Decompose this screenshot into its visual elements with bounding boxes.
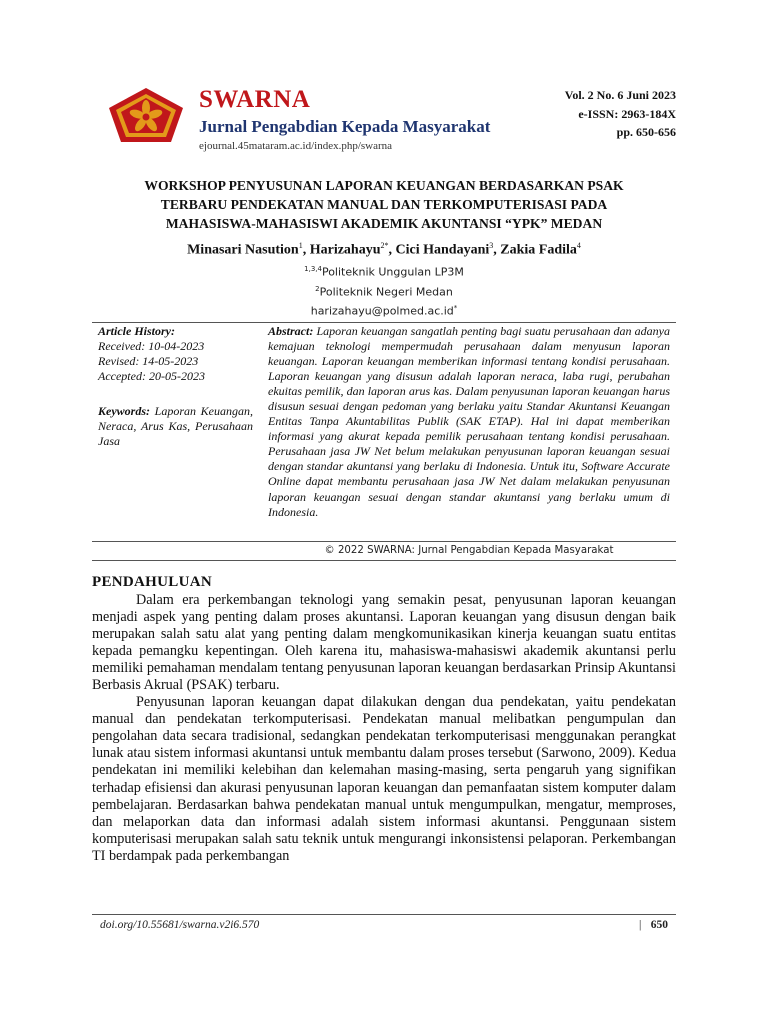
section-heading: PENDAHULUAN — [92, 574, 212, 590]
affiliation — [92, 261, 676, 281]
contact-email[interactable]: harizahayu@polmed.ac.id — [310, 304, 454, 318]
info-box-top-rule — [92, 322, 676, 323]
info-box-mid-rule — [92, 541, 676, 542]
journal-subtitle: Jurnal Pengabdian Kepada Masyarakat — [199, 117, 491, 136]
affiliation-text: Politeknik Negeri Medan — [319, 285, 453, 299]
journal-brand — [199, 86, 490, 153]
article-title — [92, 176, 676, 233]
footer-separator: | — [639, 919, 642, 931]
paragraph: Penyusunan laporan keuangan dapat dilakukan dengan dua pendekatan, yaitu pendekatan manual dan pendekatan terkomputerisasi. Pendekatan manual melibatkan pengumpulan dan pengolahan data secara tradisional, sedangkan pendekatan terkomputerisasi menggunakan perangkat lunak atau sistem informasi akuntansi untuk membantu dalam proses tersebut (Sarwono, 2009). Kedua pendekatan ini memiliki kelebihan dan kelemahan masing-masing, serta pengaruh yang signifikan terhadap efisiensi dan akurasi penyusunan laporan keuangan dan pemanfaatan sistem komputer dalam pembelajaran. Berdasarkan bahwa pendekatan manual untuk mengumpulkan, mengatur, memproses, dan melaporkan data dan informasi adalah sistem informasi akuntansi. Penggunaan sistem komputerisasi merupakan salah satu teknik untuk mengurangi inkonsistensi pelaporan. Perkembangan TI berdampak pada perkembangan — [92, 694, 676, 864]
page-number: 650 — [650, 919, 668, 931]
journal-logo-icon — [107, 86, 185, 144]
author-sup: 3 — [489, 241, 494, 250]
article-history — [98, 324, 248, 384]
page-range: pp. 650-656 — [616, 125, 676, 139]
history-label: Article History: — [98, 324, 175, 338]
keywords-label: Keywords: — [98, 404, 150, 418]
author-list — [92, 241, 676, 259]
footer-rule — [92, 914, 676, 915]
accepted-date: Accepted: 20-05-2023 — [98, 369, 205, 383]
copyright-notice: © 2022 SWARNA: Jurnal Pengabdian Kepada Masyarakat — [324, 545, 614, 556]
journal-name: SWARNA — [199, 86, 311, 113]
affiliation-text: Politeknik Unggulan LP3M — [321, 265, 464, 279]
info-box-bottom-rule — [92, 560, 676, 561]
body-text — [92, 592, 676, 865]
author-name: Zakia Fadila — [500, 242, 577, 258]
abstract-text: Laporan keuangan sangatlah penting bagi suatu perusahaan dan adanya kemajuan teknologi mempermudah perusahaan dalam menyusun laporan keuangan. Laporan keuangan memberikan informasi tentang kondisi perusahaan. Laporan keuangan yang disusun adalah laporan neraca, laba rugi, perubahan ekuitas pemilik, dan laporan arus kas. Dalam penyusunan laporan keuangan harus disusun sesuai dengan pedoman yang berlaku yaitu Standar Akuntansi Keuangan Entitas Tanpa Akuntabilitas Publik (SAK ETAP). Hal ini dapat memberikan informasi yang akurat kepada pemilik perusahaan tentang kondisi perusahaan. Perusahaan jasa JW Net belum melakukan penyusunan laporan keuangan sesuai dengan standar akuntansi yang berlaku di Indonesia. Untuk itu, Software Accurate Online dapat membantu perusahaan jasa JW Net dalam melakukan penyusunan laporan keuangan sesuai dengan standar akuntansi yang berlaku umum di Indonesia. — [268, 324, 670, 519]
abstract-label: Abstract: — [268, 324, 314, 338]
volume-info: Vol. 2 No. 6 Juni 2023 — [564, 88, 676, 102]
keywords-text: Laporan Keuangan, Neraca, Arus Kas, Perusahaan Jasa — [98, 404, 253, 448]
title-line: WORKSHOP PENYUSUNAN LAPORAN KEUANGAN BERDASARKAN PSAK — [144, 178, 624, 193]
affiliation-sup: 2 — [315, 284, 320, 293]
keywords — [98, 404, 253, 449]
affiliation — [92, 300, 676, 320]
revised-date: Revised: 14-05-2023 — [98, 354, 199, 368]
doi-link[interactable]: doi.org/10.55681/swarna.v2i6.570 — [100, 919, 260, 931]
author-sup: 2* — [380, 241, 389, 250]
affiliation — [92, 281, 676, 301]
affiliation-sup: 1,3,4 — [304, 265, 322, 273]
issn-info: e-ISSN: 2963-184X — [578, 106, 676, 121]
author-sep: , — [302, 242, 310, 258]
author-name: Minasari Nasution — [187, 242, 299, 258]
affiliation-sup: * — [453, 304, 458, 313]
abstract — [268, 324, 670, 520]
author-sup: 1 — [298, 241, 303, 250]
journal-url[interactable]: ejournal.45mataram.ac.id/index.php/swarna — [199, 140, 393, 152]
author-name: Cici Handayani — [395, 242, 490, 258]
title-line: MAHASISWA-MAHASISWI AKADEMIK AKUNTANSI “YPK” MEDAN — [165, 216, 603, 231]
affiliation-list — [92, 261, 676, 320]
author-sup: 4 — [576, 241, 581, 250]
paragraph: Dalam era perkembangan teknologi yang semakin pesat, penyusunan laporan keuangan menjadi aspek yang penting dalam proses akuntansi. Laporan keuangan yang disusun dengan baik merupakan salah satu alat yang penting dalam mengkomunikasikan kinerja keuangan suatu entitas kepada pemangku kepentingan. Oleh karena itu, mahasiswa-mahasiswi akademik akuntansi perlu memiliki pemahaman mendalam tentang penyusunan laporan keuangan berdasarkan Prinsip Akuntansi Berbasis Akrual (PSAK) terbaru. — [92, 592, 676, 694]
author-name: Harizahayu — [309, 242, 381, 258]
issue-meta — [565, 86, 676, 142]
author-sep: , — [493, 242, 501, 258]
author-sep: , — [388, 242, 396, 258]
received-date: Received: 10-04-2023 — [98, 339, 205, 353]
title-line: TERBARU PENDEKATAN MANUAL DAN TERKOMPUTERISASI PADA — [160, 197, 608, 212]
